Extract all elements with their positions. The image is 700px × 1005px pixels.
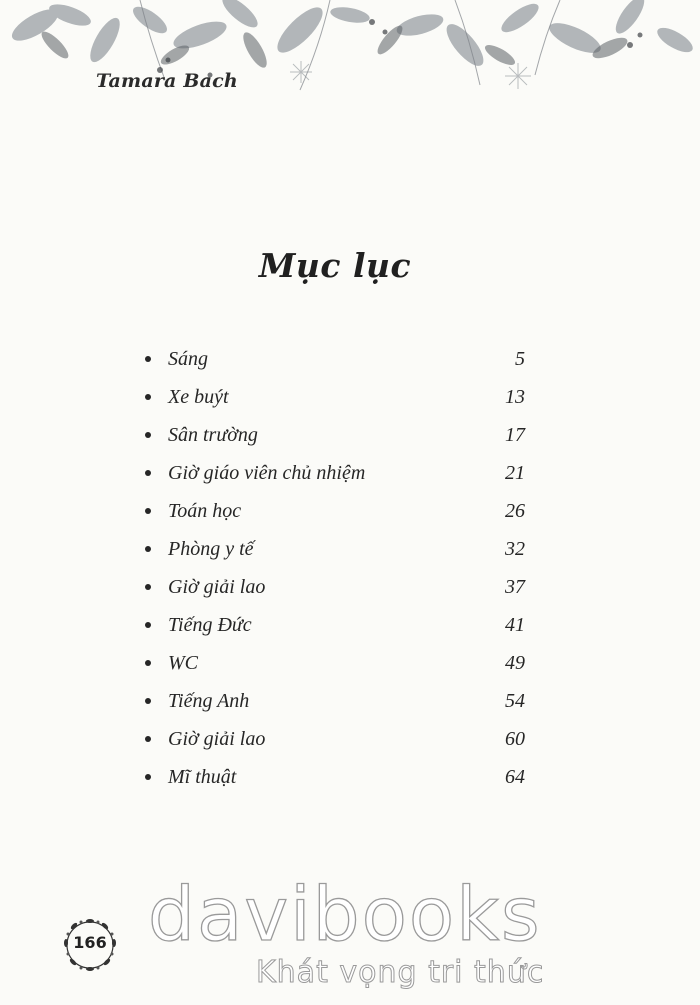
toc-entry-label: Sáng [168, 348, 208, 370]
toc-entry [140, 416, 525, 454]
toc-entry [140, 568, 525, 606]
bullet-icon [145, 622, 151, 628]
toc-entry-page: 41 [505, 614, 525, 636]
watermark-tagline: Khát vọng tri thức [256, 955, 545, 990]
bullet-icon [145, 508, 151, 514]
toc-entry-label: Toán học [168, 500, 242, 522]
toc-entry [140, 340, 525, 378]
toc-entry [140, 530, 525, 568]
toc-entry-page: 60 [505, 728, 525, 750]
toc-entry [140, 606, 525, 644]
toc-entry-label: Sân trường [168, 424, 258, 446]
toc-entry-page: 37 [505, 576, 525, 598]
toc-entry [140, 378, 525, 416]
toc-entry [140, 492, 525, 530]
toc-entry-page: 13 [505, 386, 525, 408]
toc-entry-page: 21 [505, 462, 525, 484]
author-name: Tamara Bach [96, 70, 238, 92]
toc-entry [140, 758, 525, 796]
bullet-icon [145, 356, 151, 362]
toc-entry-label: Giờ giáo viên chủ nhiệm [168, 462, 366, 484]
watermark-logo: davibooks [148, 872, 542, 958]
page-number: 166 [73, 933, 107, 952]
toc-entry [140, 454, 525, 492]
toc-entry-page: 64 [505, 766, 525, 788]
toc-title: Mục lục [258, 246, 412, 285]
bullet-icon [145, 774, 151, 780]
toc-entry-label: Xe buýt [168, 386, 229, 408]
toc-entry [140, 644, 525, 682]
toc-entry-label: Giờ giải lao [168, 728, 266, 750]
toc-entry-page: 54 [505, 690, 525, 712]
bullet-icon [145, 584, 151, 590]
toc-entry-page: 17 [505, 424, 525, 446]
toc-entry [140, 682, 525, 720]
toc-entry-label: Tiếng Anh [168, 690, 250, 712]
bullet-icon [145, 736, 151, 742]
toc-entry-label: Giờ giải lao [168, 576, 266, 598]
toc-entry-page: 49 [505, 652, 525, 674]
bullet-icon [145, 470, 151, 476]
bullet-icon [145, 546, 151, 552]
toc-entry-label: WC [168, 652, 198, 674]
toc-entry-page: 32 [505, 538, 525, 560]
floral-header-illustration [0, 0, 700, 120]
toc-list [140, 340, 525, 796]
toc-entry-label: Mĩ thuật [168, 766, 237, 788]
bullet-icon [145, 394, 151, 400]
bullet-icon [145, 698, 151, 704]
toc-entry-label: Phòng y tế [168, 538, 254, 560]
toc-entry-page: 5 [515, 348, 525, 370]
toc-entry-page: 26 [505, 500, 525, 522]
bullet-icon [145, 432, 151, 438]
toc-entry [140, 720, 525, 758]
toc-entry-label: Tiếng Đức [168, 614, 252, 636]
bullet-icon [145, 660, 151, 666]
